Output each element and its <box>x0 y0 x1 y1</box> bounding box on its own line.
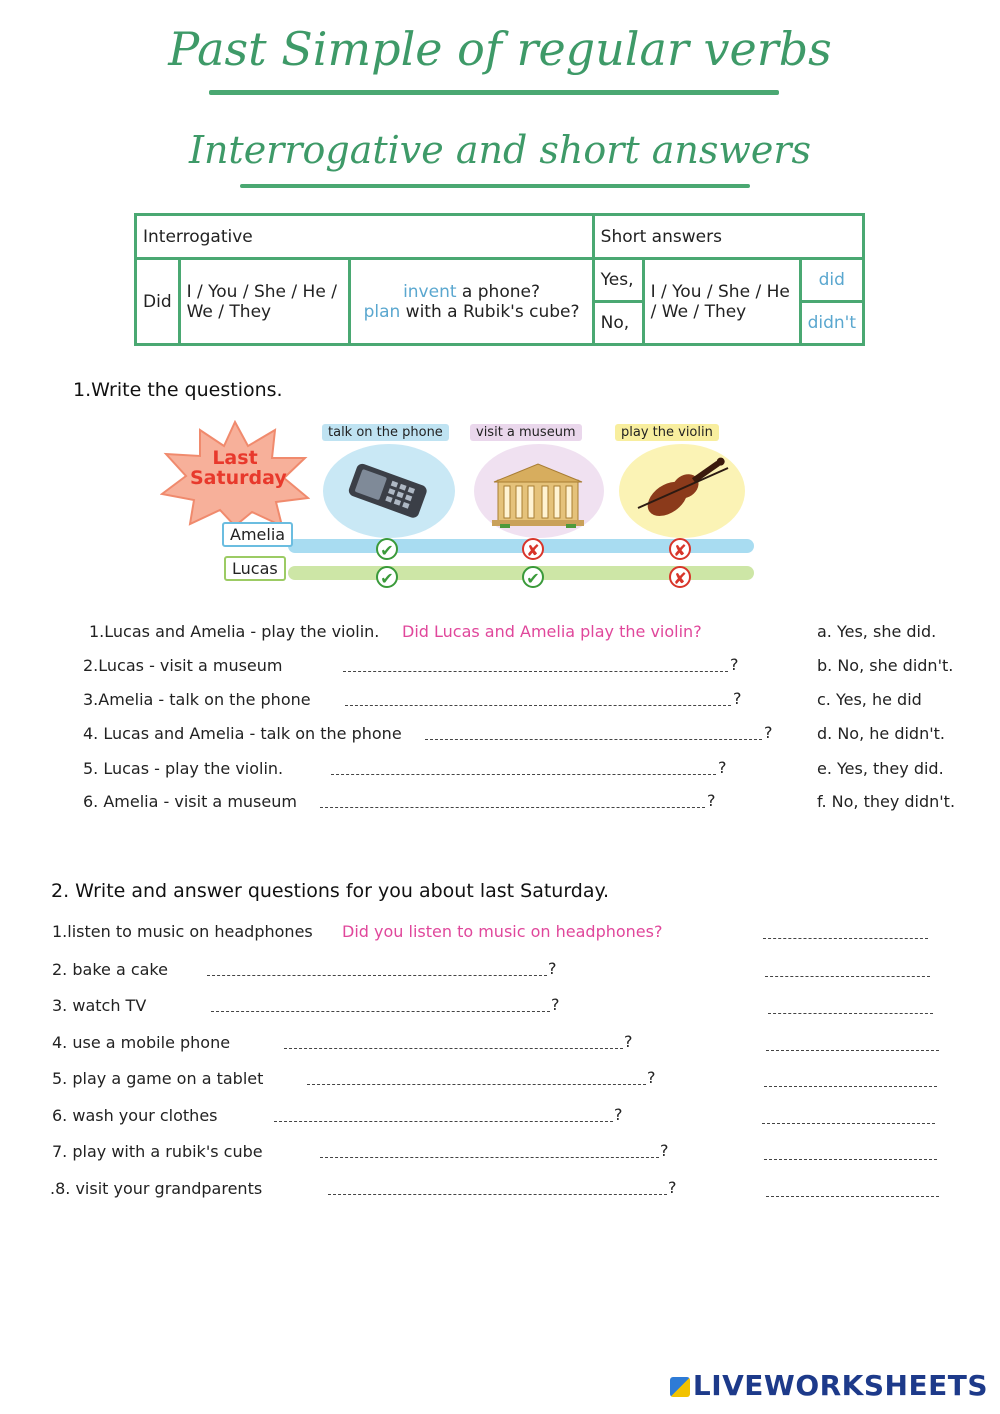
question-mark: ? <box>730 655 739 674</box>
yes-cell: Yes, <box>593 259 643 302</box>
short-answers-header: Short answers <box>593 215 863 259</box>
cross-icon: ✘ <box>669 566 691 588</box>
question-mark: ? <box>668 1178 677 1197</box>
verb-plan: plan <box>363 301 401 322</box>
ex2-answer-2[interactable] <box>765 963 930 977</box>
check-icon: ✔ <box>376 566 398 588</box>
didnt-short-cell: didn't <box>800 302 863 345</box>
exercise2-title: 2. Write and answer questions for you about last Saturday. <box>51 880 610 902</box>
question-mark: ? <box>551 995 560 1014</box>
verb-invent-rest: a phone? <box>456 281 540 302</box>
caption-violin: play the violin <box>615 424 719 441</box>
badge-text <box>190 447 287 489</box>
ex1-prompt-3: 3.Amelia - talk on the phone <box>83 690 311 709</box>
ex1-prompt-2: 2.Lucas - visit a museum <box>83 656 283 675</box>
ex2-prompt-1: 1.listen to music on headphones <box>52 922 313 941</box>
ex1-answer-3[interactable] <box>345 692 731 706</box>
ex2-question-8[interactable] <box>328 1181 667 1195</box>
ex2-answer-1[interactable] <box>763 925 928 939</box>
museum-icon <box>488 458 588 530</box>
ex2-answer-7[interactable] <box>764 1146 937 1160</box>
question-mark: ? <box>647 1068 656 1087</box>
ex2-prompt-5: 5. play a game on a tablet <box>52 1069 264 1088</box>
name-amelia: Amelia <box>222 522 293 547</box>
verbs-cell <box>350 259 593 345</box>
caption-phone: talk on the phone <box>322 424 449 441</box>
check-icon: ✔ <box>376 538 398 560</box>
ex2-answer-6[interactable] <box>762 1110 935 1124</box>
question-mark: ? <box>660 1141 669 1160</box>
ex2-prompt-7: 7. play with a rubik's cube <box>52 1142 263 1161</box>
ex1-answer-6[interactable] <box>320 794 705 808</box>
cross-icon: ✘ <box>669 538 691 560</box>
option-c: c. Yes, he did <box>817 690 922 709</box>
ex2-question-2[interactable] <box>207 962 547 976</box>
ex2-prompt-6: 6. wash your clothes <box>52 1106 218 1125</box>
question-mark: ? <box>707 791 716 810</box>
page-subtitle: Interrogative and short answers <box>188 128 812 172</box>
ex2-question-4[interactable] <box>284 1035 623 1049</box>
ex2-question-1[interactable]: Did you listen to music on headphones? <box>342 922 663 941</box>
ex1-prompt-5: 5. Lucas - play the violin. <box>83 759 284 778</box>
violin-icon <box>628 448 738 528</box>
ex2-prompt-2: 2. bake a cake <box>52 960 168 979</box>
option-e: e. Yes, they did. <box>817 759 944 778</box>
brand-badge-icon <box>670 1377 690 1397</box>
question-mark: ? <box>624 1032 633 1051</box>
option-f: f. No, they didn't. <box>817 792 956 811</box>
no-cell: No, <box>593 302 643 345</box>
question-mark: ? <box>733 689 742 708</box>
did-short-cell: did <box>800 259 863 302</box>
short-subjects-cell: I / You / She / He / We / They <box>643 259 800 345</box>
ex1-answer-5[interactable] <box>331 761 716 775</box>
ex2-question-5[interactable] <box>307 1071 646 1085</box>
ex1-answer-4[interactable] <box>425 726 762 740</box>
question-mark: ? <box>548 959 557 978</box>
ex2-question-7[interactable] <box>320 1144 659 1158</box>
ex1-answer-2[interactable] <box>343 658 728 672</box>
ex1-prompt-1: 1.Lucas and Amelia - play the violin. <box>89 622 380 641</box>
subtitle-underline <box>240 184 750 188</box>
ex2-answer-4[interactable] <box>766 1037 939 1051</box>
subjects-cell: I / You / She / He / We / They <box>179 259 350 345</box>
grammar-table <box>134 213 865 346</box>
name-lucas: Lucas <box>224 556 286 581</box>
badge-line2: Saturday <box>190 467 287 489</box>
phone-icon <box>340 458 436 528</box>
verb-invent: invent <box>403 281 457 302</box>
ex2-prompt-8: .8. visit your grandparents <box>50 1179 263 1198</box>
badge-line1: Last <box>212 447 258 469</box>
question-mark: ? <box>614 1105 623 1124</box>
ex2-answer-8[interactable] <box>766 1183 939 1197</box>
ex2-answer-3[interactable] <box>768 1000 933 1014</box>
verb-plan-rest: with a Rubik's cube? <box>400 301 580 322</box>
brand-text: LIVEWORKSHEETS <box>692 1369 988 1402</box>
title-underline <box>209 90 779 95</box>
ex1-prompt-6: 6. Amelia - visit a museum <box>83 792 297 811</box>
ex2-question-3[interactable] <box>211 998 550 1012</box>
option-d: d. No, he didn't. <box>817 724 945 743</box>
cross-icon: ✘ <box>522 538 544 560</box>
caption-museum: visit a museum <box>470 424 582 441</box>
brand-logo <box>670 1369 988 1402</box>
did-cell: Did <box>136 259 180 345</box>
option-a: a. Yes, she did. <box>817 622 937 641</box>
interrogative-header: Interrogative <box>136 215 594 259</box>
exercise1-title: 1.Write the questions. <box>73 379 283 401</box>
activity-illustration <box>160 418 760 598</box>
ex2-prompt-4: 4. use a mobile phone <box>52 1033 231 1052</box>
ex2-prompt-3: 3. watch TV <box>52 996 147 1015</box>
check-icon: ✔ <box>522 566 544 588</box>
option-b: b. No, she didn't. <box>817 656 954 675</box>
ex2-answer-5[interactable] <box>764 1073 937 1087</box>
question-mark: ? <box>764 723 773 742</box>
ex2-question-6[interactable] <box>274 1108 613 1122</box>
page-title: Past Simple of regular verbs <box>168 22 832 76</box>
question-mark: ? <box>718 758 727 777</box>
ex1-answer-1[interactable]: Did Lucas and Amelia play the violin? <box>402 622 702 641</box>
ex1-prompt-4: 4. Lucas and Amelia - talk on the phone <box>83 724 402 743</box>
